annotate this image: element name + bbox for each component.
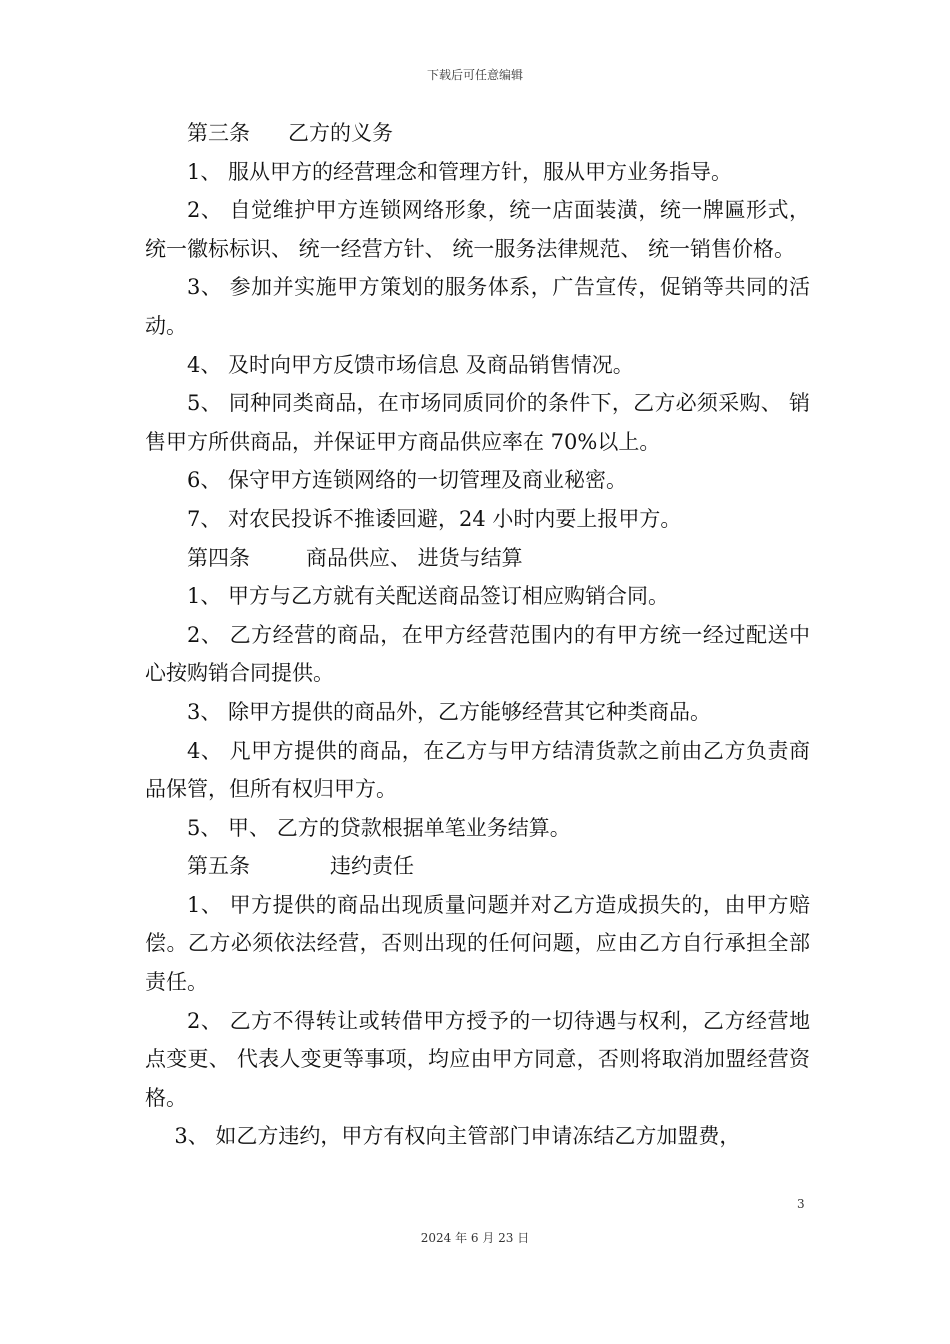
- page-number: 3: [797, 1197, 805, 1211]
- clause-3-6: 6、 保守甲方连锁网络的一切管理及商业秘密。: [187, 468, 628, 493]
- document-body: [145, 114, 810, 1156]
- clause-3-1: 1、 服从甲方的经营理念和管理方针，服从甲方业务指导。: [187, 159, 733, 184]
- clause-5-2: 2、 乙方不得转让或转借甲方授予的一切待遇与权利，乙方经营地点变更、 代表人变更等事项，均应由甲方同意，否则将取消加盟经营资格。: [145, 1008, 810, 1110]
- clause-4-2: 2、 乙方经营的商品，在甲方经营范围内的有甲方统一经过配送中心按购销合同提供。: [145, 622, 810, 686]
- clause-4-4: 4、 凡甲方提供的商品，在乙方与甲方结清货款之前由乙方负责商品保管，但所有权归甲方。: [145, 738, 810, 802]
- page-header: 下载后可任意编辑: [426, 68, 523, 82]
- footer-date: 2024 年 6 月 23 日: [420, 1231, 530, 1245]
- clause-5-3: 3、 如乙方违约，甲方有权向主管部门申请冻结乙方加盟费，: [174, 1124, 741, 1149]
- clause-3-5: 5、 同种同类商品，在市场同质同价的条件下，乙方必须采购、 销售甲方所供商品，并保证甲方商品供应率在 70%以上。: [145, 391, 810, 454]
- clause-4-1: 1、 甲方与乙方就有关配送商品签订相应购销合同。: [187, 584, 670, 609]
- clause-4-3: 3、 除甲方提供的商品外，乙方能够经营其它种类商品。: [187, 699, 712, 724]
- section-heading-3: 第三条 乙方的义务: [187, 121, 393, 145]
- clause-3-3: 3、 参加并实施甲方策划的服务体系，广告宣传，促销等共同的活动。: [145, 275, 810, 338]
- clause-3-4: 4、 及时向甲方反馈市场信息 及商品销售情况。: [187, 352, 634, 377]
- clause-3-7: 7、 对农民投诉不推诿回避，24 小时内要上报甲方。: [187, 506, 682, 531]
- clause-5-1: 1、 甲方提供的商品出现质量问题并对乙方造成损失的，由甲方赔偿。乙方必须依法经营，否则出现的任何问题，应由乙方自行承担全部责任。: [145, 892, 810, 995]
- section-heading-4: 第四条 商品供应、 进货与结算: [187, 545, 523, 570]
- clause-3-2: 2、 自觉维护甲方连锁网络形象，统一店面装潢，统一牌匾形式，统一徽标标识、 统一经营方针、 统一服务法律规范、 统一销售价格。: [145, 198, 810, 261]
- clause-4-5: 5、 甲、 乙方的贷款根据单笔业务结算。: [187, 815, 571, 840]
- section-heading-5: 第五条 违约责任: [187, 854, 414, 879]
